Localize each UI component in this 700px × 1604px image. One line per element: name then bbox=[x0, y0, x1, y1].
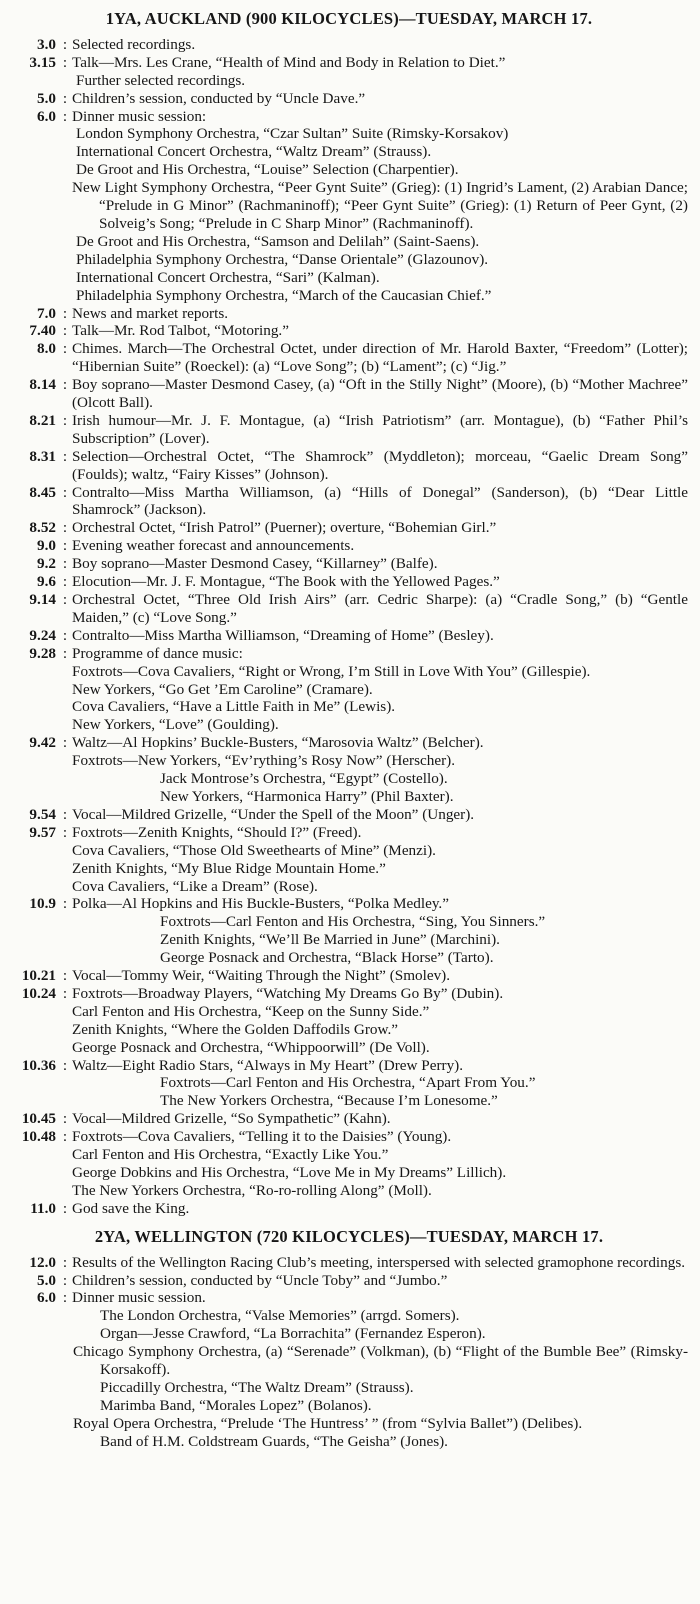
entry-line: New Yorkers, “Go Get ’Em Caroline” (Cramare). bbox=[72, 680, 373, 698]
programme-entry bbox=[10, 376, 688, 412]
time-separator: : bbox=[62, 895, 68, 913]
programme-entry bbox=[10, 895, 688, 967]
time-separator: : bbox=[62, 734, 68, 752]
time-separator: : bbox=[62, 644, 68, 662]
programme-entry bbox=[10, 1289, 688, 1450]
entry-line: Band of H.M. Coldstream Guards, “The Geisha” (Jones). bbox=[100, 1432, 448, 1450]
programme-entry bbox=[10, 591, 688, 627]
entry-time: 3.15 bbox=[29, 53, 56, 71]
entry-line: Foxtrots—Cova Cavaliers, “Telling it to the Daisies” (Young). bbox=[72, 1128, 452, 1146]
time-separator: : bbox=[62, 1289, 68, 1307]
entry-time: 11.0 bbox=[30, 1199, 56, 1217]
entry-line: Vocal—Mildred Grizelle, “So Sympathetic” (Kahn). bbox=[72, 1110, 391, 1128]
entry-time: 7.40 bbox=[29, 322, 56, 340]
time-separator: : bbox=[62, 447, 68, 465]
entry-time: 8.45 bbox=[29, 483, 56, 501]
programme-entry bbox=[10, 108, 688, 305]
entry-line: New Light Symphony Orchestra, “Peer Gynt Suite” (Grieg): (1) Ingrid’s Lament, (2) Arabian Dance; “Prelude in G Minor” (Rachmaninoff); “Peer Gynt Suite” (Grieg): (1) Return of Peer Gynt, (2) Solveig’s Song; “Prelude in C Sharp Minor” (Rachmaninoff). bbox=[72, 179, 688, 232]
entry-time: 9.2 bbox=[37, 555, 56, 573]
time-separator: : bbox=[62, 304, 68, 322]
programme-entry bbox=[10, 573, 688, 591]
programme-entry bbox=[10, 519, 688, 537]
programme-entry bbox=[10, 734, 688, 806]
entry-line: George Dobkins and His Orchestra, “Love Me in My Dreams” Lillich). bbox=[72, 1164, 507, 1181]
station-section bbox=[10, 10, 688, 1218]
time-separator: : bbox=[62, 823, 68, 841]
entry-line: George Posnack and Orchestra, “Whippoorwill” (De Voll). bbox=[72, 1038, 430, 1056]
time-separator: : bbox=[62, 805, 68, 823]
time-separator: : bbox=[62, 967, 68, 985]
time-separator: : bbox=[62, 1056, 68, 1074]
entry-line: Dinner music session. bbox=[72, 1289, 206, 1307]
entry-line: Talk—Mr. Rod Talbot, “Motoring.” bbox=[72, 322, 289, 340]
entry-line: Foxtrots—Broadway Players, “Watching My Dreams Go By” (Dubin). bbox=[72, 984, 504, 1002]
time-separator: : bbox=[62, 1271, 68, 1289]
station-section bbox=[10, 1228, 688, 1451]
entry-time: 5.0 bbox=[37, 89, 56, 107]
entry-body bbox=[72, 54, 688, 90]
time-separator: : bbox=[62, 107, 68, 125]
entry-time: 12.0 bbox=[29, 1253, 56, 1271]
time-separator: : bbox=[62, 376, 68, 394]
entry-line: Contralto—Miss Martha Williamson, “Dreaming of Home” (Besley). bbox=[72, 626, 494, 644]
time-separator: : bbox=[62, 411, 68, 429]
entry-time: 9.54 bbox=[29, 805, 56, 823]
station-heading: 2YA, WELLINGTON (720 KILOCYCLES)—TUESDAY, MARCH 17. bbox=[94, 1226, 604, 1246]
programme-entry bbox=[10, 484, 688, 520]
entry-time: 9.42 bbox=[29, 734, 56, 752]
time-separator: : bbox=[62, 1199, 68, 1217]
programme-entry bbox=[10, 322, 688, 340]
entry-body bbox=[72, 1057, 688, 1111]
entry-line: Foxtrots—Cova Cavaliers, “Right or Wrong, I’m Still in Love With You” (Gillespie). bbox=[72, 662, 591, 680]
entry-time: 3.0 bbox=[37, 35, 56, 53]
entry-time: 9.57 bbox=[29, 823, 56, 841]
entry-line: Dinner music session: bbox=[72, 107, 207, 125]
entry-body bbox=[72, 340, 688, 376]
entry-time: 9.24 bbox=[29, 626, 56, 644]
programme-entry bbox=[10, 645, 688, 735]
entry-time: 7.0 bbox=[37, 304, 56, 322]
programme-entry bbox=[10, 806, 688, 824]
time-separator: : bbox=[62, 322, 68, 340]
entry-time: 10.48 bbox=[21, 1128, 56, 1146]
entry-line: Programme of dance music: bbox=[72, 644, 243, 662]
entry-line: New Yorkers, “Harmonica Harry” (Phil Baxter). bbox=[160, 787, 454, 805]
programme-entry bbox=[10, 340, 688, 376]
entry-line: Cova Cavaliers, “Have a Little Faith in Me” (Lewis). bbox=[72, 698, 396, 716]
entry-body bbox=[72, 1128, 688, 1200]
entry-line: Vocal—Mildred Grizelle, “Under the Spell of the Moon” (Unger). bbox=[72, 805, 475, 823]
entry-line: Irish humour—Mr. J. F. Montague, (a) “Irish Patriotism” (arr. Montague), (b) “Father Phil’s Subscription” (Lover). bbox=[72, 411, 688, 447]
entry-body bbox=[72, 412, 688, 448]
entry-body bbox=[72, 645, 688, 735]
entry-body bbox=[72, 305, 688, 323]
entry-body bbox=[72, 1200, 688, 1218]
time-separator: : bbox=[62, 1128, 68, 1146]
entry-line: Jack Montrose’s Orchestra, “Egypt” (Costello). bbox=[160, 770, 448, 788]
entry-line: Results of the Wellington Racing Club’s meeting, interspersed with selected gramophone recordings. bbox=[72, 1253, 686, 1271]
time-separator: : bbox=[62, 626, 68, 644]
entry-body bbox=[72, 734, 688, 806]
time-separator: : bbox=[62, 483, 68, 501]
entry-line: Marimba Band, “Morales Lopez” (Bolanos). bbox=[100, 1396, 372, 1414]
entry-line: Orchestral Octet, “Three Old Irish Airs” (arr. Cedric Sharpe): (a) “Cradle Song,” (b) “Gentle Maiden,” (c) “Love Song.” bbox=[72, 591, 688, 626]
entry-body bbox=[72, 627, 688, 645]
programme-entry bbox=[10, 824, 688, 896]
entry-line: Foxtrots—Carl Fenton and His Orchestra, “Sing, You Sinners.” bbox=[160, 913, 546, 931]
programme-entry bbox=[10, 36, 688, 54]
entry-line: Carl Fenton and His Orchestra, “Keep on the Sunny Side.” bbox=[72, 1002, 430, 1020]
entry-body bbox=[72, 555, 688, 573]
time-separator: : bbox=[62, 555, 68, 573]
entry-time: 9.6 bbox=[37, 573, 56, 591]
entry-line: Zenith Knights, “Where the Golden Daffodils Grow.” bbox=[72, 1020, 399, 1038]
entry-line: The New Yorkers Orchestra, “Because I’m Lonesome.” bbox=[160, 1092, 498, 1110]
entry-time: 5.0 bbox=[37, 1271, 56, 1289]
entry-time: 9.0 bbox=[37, 537, 56, 555]
entry-line: George Posnack and Orchestra, “Black Horse” (Tarto). bbox=[160, 949, 494, 967]
entry-line: Chicago Symphony Orchestra, (a) “Serenade” (Volkman), (b) “Flight of the Bumble Bee” (Rimsky-Korsakoff). bbox=[73, 1343, 688, 1379]
entry-line: Selected recordings. bbox=[72, 35, 196, 53]
entry-time: 8.14 bbox=[29, 376, 56, 394]
entry-body bbox=[72, 322, 688, 340]
entry-time: 10.36 bbox=[21, 1056, 56, 1074]
entry-time: 10.21 bbox=[21, 967, 56, 985]
programme-entry bbox=[10, 1254, 688, 1272]
time-separator: : bbox=[62, 537, 68, 555]
entry-line: Boy soprano—Master Desmond Casey, “Killarney” (Balfe). bbox=[72, 555, 438, 573]
time-separator: : bbox=[62, 573, 68, 591]
entry-line: Foxtrots—Zenith Knights, “Should I?” (Freed). bbox=[72, 823, 362, 841]
entry-time: 6.0 bbox=[37, 107, 56, 125]
programme-entry bbox=[10, 412, 688, 448]
entry-time: 9.14 bbox=[29, 591, 56, 608]
entry-body bbox=[72, 519, 688, 537]
entry-body bbox=[72, 36, 688, 54]
entry-line: The New Yorkers Orchestra, “Ro-ro-rolling Along” (Moll). bbox=[72, 1181, 432, 1199]
entry-line: Boy soprano—Master Desmond Casey, (a) “Oft in the Stilly Night” (Moore), (b) “Mother Machree” (Olcott Ball). bbox=[72, 376, 688, 412]
entry-line: Organ—Jesse Crawford, “La Borrachita” (Fernandez Esperon). bbox=[100, 1325, 486, 1343]
entry-line: De Groot and His Orchestra, “Samson and Delilah” (Saint-Saens). bbox=[76, 232, 480, 250]
entry-line: Evening weather forecast and announcements. bbox=[72, 537, 355, 555]
entry-line: De Groot and His Orchestra, “Louise” Selection (Charpentier). bbox=[76, 161, 459, 179]
entry-line: Foxtrots—New Yorkers, “Ev’rything’s Rosy Now” (Herscher). bbox=[72, 752, 456, 770]
entry-line: News and market reports. bbox=[72, 304, 229, 322]
entry-line: Philadelphia Symphony Orchestra, “Danse Orientale” (Glazounov). bbox=[76, 250, 489, 268]
entry-line: Chimes. March—The Orchestral Octet, under direction of Mr. Harold Baxter, “Freedom” (Lotter); “Hibernian Suite” (Roeckel): (a) “Love Song”; (b) “Lament”; (c) “Jig.” bbox=[72, 340, 688, 376]
entry-body bbox=[72, 967, 688, 985]
entry-line: Talk—Mrs. Les Crane, “Health of Mind and Body in Relation to Diet.” bbox=[72, 53, 506, 71]
entry-line: Zenith Knights, “My Blue Ridge Mountain Home.” bbox=[72, 859, 386, 877]
entry-body bbox=[72, 1272, 688, 1290]
entry-line: Waltz—Eight Radio Stars, “Always in My Heart” (Drew Perry). bbox=[72, 1056, 464, 1074]
entry-time: 8.52 bbox=[29, 519, 56, 537]
entry-body bbox=[72, 376, 688, 412]
programme-entry bbox=[10, 1200, 688, 1218]
programme-entry bbox=[10, 54, 688, 90]
entry-line: Cova Cavaliers, “Like a Dream” (Rose). bbox=[72, 877, 318, 895]
programme-entry bbox=[10, 90, 688, 108]
entry-line: London Symphony Orchestra, “Czar Sultan” Suite (Rimsky-Korsakov) bbox=[76, 125, 509, 143]
programme-entry bbox=[10, 448, 688, 484]
time-separator: : bbox=[62, 89, 68, 107]
entry-body bbox=[72, 985, 688, 1057]
entry-line: Waltz—Al Hopkins’ Buckle-Busters, “Marosovia Waltz” (Belcher). bbox=[72, 734, 484, 752]
entry-line: Zenith Knights, “We’ll Be Married in June” (Marchini). bbox=[160, 931, 500, 949]
time-separator: : bbox=[62, 53, 68, 71]
entry-body bbox=[72, 573, 688, 591]
station-heading: 1YA, AUCKLAND (900 KILOCYCLES)—TUESDAY, MARCH 17. bbox=[105, 9, 593, 28]
entry-line: Contralto—Miss Martha Williamson, (a) “Hills of Donegal” (Sanderson), (b) “Dear Little Shamrock” (Jackson). bbox=[72, 483, 688, 519]
entry-line: Elocution—Mr. J. F. Montague, “The Book with the Yellowed Pages.” bbox=[72, 573, 500, 591]
programme-entry bbox=[10, 1272, 688, 1290]
entry-body bbox=[72, 537, 688, 555]
entry-body bbox=[72, 591, 688, 627]
programme-entry bbox=[10, 1128, 688, 1200]
entry-line: Children’s session, conducted by “Uncle Dave.” bbox=[72, 89, 366, 107]
entry-line: Foxtrots—Carl Fenton and His Orchestra, “Apart From You.” bbox=[160, 1074, 536, 1092]
entry-time: 10.24 bbox=[21, 984, 56, 1002]
time-separator: : bbox=[62, 1253, 68, 1271]
programme-entry bbox=[10, 555, 688, 573]
entry-time: 10.45 bbox=[21, 1110, 56, 1128]
entry-body bbox=[72, 824, 688, 896]
programme-entry bbox=[10, 967, 688, 985]
entry-line: Piccadilly Orchestra, “The Waltz Dream” (Strauss). bbox=[100, 1378, 414, 1396]
entry-body bbox=[72, 806, 688, 824]
programme-entry bbox=[10, 1110, 688, 1128]
programme-entry bbox=[10, 537, 688, 555]
entry-line: Orchestral Octet, “Irish Patrol” (Puerner); overture, “Bohemian Girl.” bbox=[72, 519, 497, 537]
entry-body bbox=[72, 1110, 688, 1128]
entry-line: New Yorkers, “Love” (Goulding). bbox=[72, 716, 279, 734]
entry-body bbox=[72, 1289, 688, 1450]
time-separator: : bbox=[62, 340, 68, 358]
entry-body bbox=[72, 484, 688, 520]
entry-body bbox=[72, 895, 688, 967]
entry-body bbox=[72, 108, 688, 305]
entry-line: Carl Fenton and His Orchestra, “Exactly Like You.” bbox=[72, 1146, 389, 1164]
entry-line: Children’s session, conducted by “Uncle Toby” and “Jumbo.” bbox=[72, 1271, 448, 1289]
time-separator: : bbox=[62, 591, 68, 608]
entry-time: 8.0 bbox=[37, 340, 56, 358]
programme-entry bbox=[10, 627, 688, 645]
time-separator: : bbox=[62, 35, 68, 53]
entry-time: 8.31 bbox=[29, 447, 56, 465]
entry-time: 6.0 bbox=[37, 1289, 56, 1307]
entry-body bbox=[72, 1254, 688, 1272]
entry-line: International Concert Orchestra, “Sari” (Kalman). bbox=[76, 268, 380, 286]
entry-line: Further selected recordings. bbox=[76, 71, 246, 89]
entry-line: Royal Opera Orchestra, “Prelude ‘The Huntress’ ” (from “Sylvia Ballet”) (Delibes). bbox=[73, 1414, 583, 1432]
entry-time: 8.21 bbox=[29, 411, 56, 429]
entry-line: Cova Cavaliers, “Those Old Sweethearts of Mine” (Menzi). bbox=[72, 841, 436, 859]
entry-line: Philadelphia Symphony Orchestra, “March of the Caucasian Chief.” bbox=[76, 286, 492, 304]
entry-line: Selection—Orchestral Octet, “The Shamrock” (Myddleton); morceau, “Gaelic Dream Song” (Foulds); waltz, “Fairy Kisses” (Johnson). bbox=[72, 447, 688, 483]
programme-entry bbox=[10, 985, 688, 1057]
entry-body bbox=[72, 90, 688, 108]
time-separator: : bbox=[62, 519, 68, 537]
programme-entry bbox=[10, 305, 688, 323]
entry-line: Vocal—Tommy Weir, “Waiting Through the Night” (Smolev). bbox=[72, 967, 451, 985]
entry-line: International Concert Orchestra, “Waltz Dream” (Strauss). bbox=[76, 143, 432, 161]
entry-time: 10.9 bbox=[29, 895, 56, 913]
entry-body bbox=[72, 448, 688, 484]
entry-time: 9.28 bbox=[29, 644, 56, 662]
entry-line: Polka—Al Hopkins and His Buckle-Busters, “Polka Medley.” bbox=[72, 895, 449, 913]
entry-line: The London Orchestra, “Valse Memories” (arrgd. Somers). bbox=[100, 1307, 460, 1325]
time-separator: : bbox=[62, 984, 68, 1002]
time-separator: : bbox=[62, 1110, 68, 1128]
entry-line: God save the King. bbox=[72, 1199, 190, 1217]
programme-entry bbox=[10, 1057, 688, 1111]
